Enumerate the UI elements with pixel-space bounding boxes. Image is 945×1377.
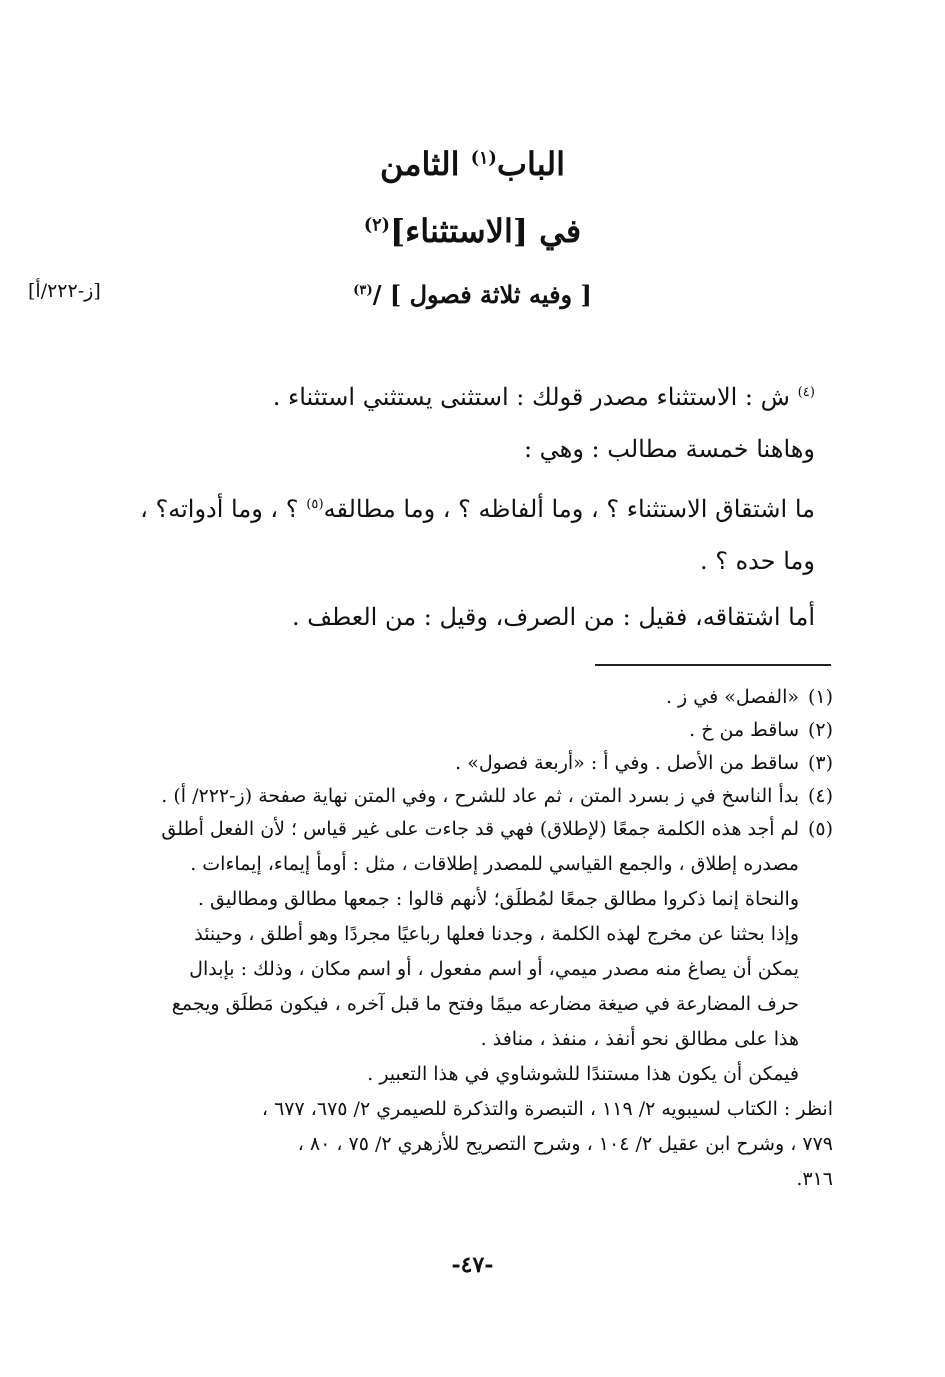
footnote-item — [118, 684, 833, 710]
footnote-ref-2: (٢) — [363, 214, 390, 236]
footnote-number: (٥) — [807, 818, 833, 840]
footnote-item — [118, 750, 833, 776]
footnote-number: (٤) — [807, 785, 833, 807]
footnote-number: (٢) — [807, 719, 833, 741]
footnote-text: بدأ الناسخ في ز بسرد المتن ، ثم عاد للشرح ، وفي المتن نهاية صفحة (ز-٢٢٢/ أ) . — [161, 785, 799, 807]
footnote-text: ساقط من الأصل . وفي أ : «أربعة فصول» . — [455, 752, 799, 774]
footnote-separator — [595, 664, 831, 666]
chapter-contents — [0, 280, 945, 309]
main-text-line3b: ؟ ، وما أدواته؟ ، — [140, 495, 299, 523]
footnote-text: ساقط من خ . — [689, 719, 799, 741]
main-text-line3a: ما اشتقاق الاستثناء ؟ ، وما ألفاظه ؟ ، وما مطالقه — [323, 495, 815, 523]
margin-manuscript-ref: [ز-٢٢٢/أ] — [28, 280, 101, 302]
main-text-line: وما حده ؟ . — [699, 547, 815, 575]
footnote-ref-1: (١) — [470, 147, 497, 169]
main-text-line: وهاهنا خمسة مطالب : وهي : — [523, 435, 815, 463]
footnote-text: «الفصل» في ز . — [665, 686, 799, 708]
footnote-5-continuation — [118, 851, 833, 1087]
footnote-item — [118, 783, 833, 809]
chapter-topic — [0, 212, 945, 250]
footnote-line: هذا على مطالق نحو أنفذ ، منفذ ، منافذ . — [480, 1028, 799, 1050]
footnote-text: لم أجد هذه الكلمة جمعًا (لإطلاق) فهي قد جاءت على غير قياس ؛ لأن الفعل أطلق — [161, 818, 799, 840]
footnote-item — [118, 816, 833, 842]
footnote-line: وإذا بحثنا عن مخرج لهذه الكلمة ، وجدنا فعلها رباعيًا مجردًا وهو أطلق ، وحينئذ — [194, 923, 799, 945]
footnote-ref-4: (٤) — [797, 385, 815, 400]
footnote-line: انظر : الكتاب لسيبويه ٢/ ١١٩ ، التبصرة والتذكرة للصيمري ٢/ ٦٧٥، ٦٧٧ ، — [261, 1098, 833, 1120]
footnote-ref-3: (٣) — [353, 283, 373, 298]
chapter-title-word: الباب — [496, 145, 565, 183]
main-text-line — [115, 490, 815, 546]
footnote-line: ٧٧٩ ، وشرح ابن عقيل ٢/ ١٠٤ ، وشرح التصريح للأزهري ٢/ ٧٥ ، ٨٠ ، — [297, 1133, 833, 1155]
page-number: -٤٧- — [451, 1252, 494, 1278]
main-text — [115, 378, 815, 658]
main-text-line: أما اشتقاقه، فقيل : من الصرف، وقيل : من العطف . — [292, 603, 815, 631]
footnote-line: فيمكن أن يكون هذا مستندًا للشوشاوي في هذا التعبير . — [367, 1063, 799, 1085]
footnote-line: مصدره إطلاق ، والجمع القياسي للمصدر إطلاقات ، مثل : أومأ إيماء، إيماءات . — [190, 853, 799, 875]
chapter-title-ordinal: الثامن — [380, 145, 460, 183]
footnote-line: حرف المضارعة في صيغة مضارعه ميمًا وفتح ما قبل آخره ، فيكون مَطلَق ويجمع — [171, 993, 799, 1015]
footnote-item — [118, 717, 833, 743]
footnote-line: والنحاة إنما ذكروا مطالق جمعًا لمُطلَق؛ لأنهم قالوا : جمعها مطالق ومطاليق . — [197, 888, 799, 910]
chapter-topic-text: في [الاستثناء] — [390, 212, 582, 250]
chapter-title — [0, 145, 945, 183]
footnotes — [118, 684, 833, 1192]
footnote-number: (٣) — [807, 752, 833, 774]
footnote-number: (١) — [807, 686, 833, 708]
footnote-ref-5: (٥) — [306, 497, 324, 512]
main-text-line — [115, 378, 815, 434]
chapter-contents-text: [ وفيه ثلاثة فصول ] / — [372, 280, 592, 309]
footnote-line: يمكن أن يصاغ منه مصدر ميمي، أو اسم مفعول ، أو اسم مكان ، وذلك : بإبدال — [189, 958, 799, 980]
main-text-line1: ش : الاستثناء مصدر قولك : استثنى يستثني استثناء . — [272, 383, 790, 411]
footnote-line: ٣١٦. — [796, 1168, 833, 1190]
